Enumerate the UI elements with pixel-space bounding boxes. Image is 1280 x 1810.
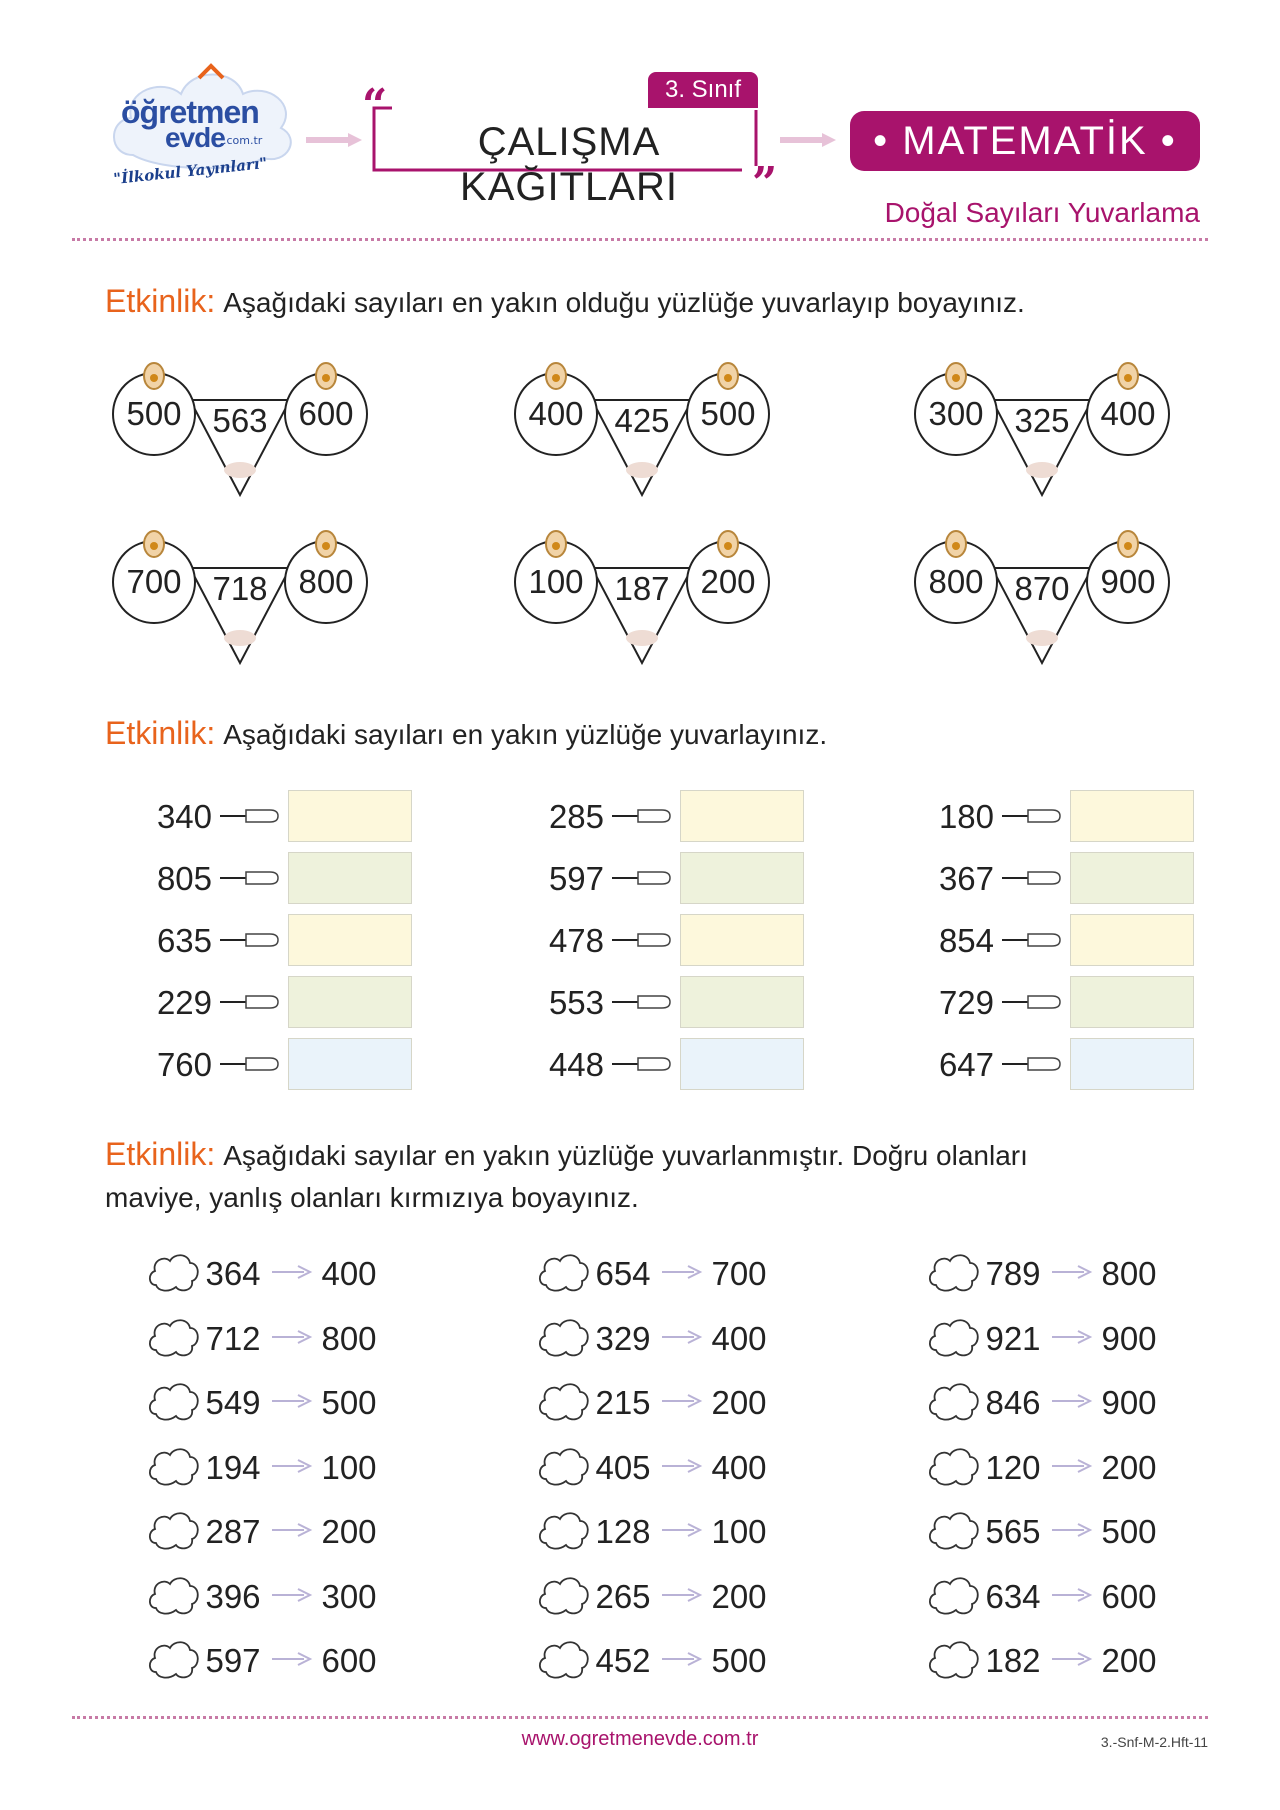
header-divider (72, 238, 1208, 241)
close-quote-icon: ” (752, 158, 778, 209)
round-row (532, 914, 872, 970)
rounding-set (912, 350, 1172, 500)
round-row (922, 790, 1262, 846)
check-row (536, 1374, 866, 1430)
pointing-hand-icon (612, 806, 678, 826)
grade-badge: 3. Sınıf (648, 72, 758, 108)
rounded-number: 300 (321, 1577, 377, 1615)
rounded-number: 500 (1101, 1513, 1157, 1550)
answer-box[interactable] (1070, 976, 1194, 1028)
left-hundred: 500 (126, 395, 182, 432)
instruction-text: Aşağıdaki sayıları en yakın yüzlüğe yuvarlayınız. (223, 719, 828, 750)
check-row (146, 1439, 476, 1495)
arrow-right-icon (660, 1392, 704, 1410)
round-row (140, 976, 480, 1032)
check-row (146, 1374, 476, 1430)
round-row (922, 976, 1262, 1032)
arrow-right-icon (270, 1392, 314, 1410)
round-row (532, 790, 872, 846)
number-value: 448 (548, 1046, 604, 1083)
right-hundred: 200 (700, 563, 756, 600)
check-row (146, 1503, 476, 1559)
check-row (536, 1439, 866, 1495)
number-value: 729 (938, 984, 994, 1021)
paint-smudge (1026, 462, 1058, 478)
rounded-number: 700 (711, 1255, 767, 1292)
cloud-bubble-icon[interactable] (146, 1574, 200, 1618)
instruction-text: Aşağıdaki sayıları en yakın olduğu yüzlüğe yuvarlayıp boyayınız. (223, 287, 1025, 318)
pointing-hand-icon (1002, 868, 1068, 888)
original-number: 452 (595, 1642, 651, 1679)
arrow-right-icon (1050, 1263, 1094, 1281)
activity-lead: Etkinlik: (105, 1136, 216, 1172)
arrow-right-icon (660, 1521, 704, 1539)
answer-box[interactable] (1070, 1038, 1194, 1090)
check-row (926, 1245, 1256, 1301)
original-number: 846 (985, 1384, 1041, 1421)
cloud-bubble-icon[interactable] (926, 1251, 980, 1295)
pointing-hand-icon (1002, 1054, 1068, 1074)
answer-box[interactable] (288, 790, 412, 842)
rounded-number: 200 (711, 1384, 767, 1421)
cloud-bubble-icon[interactable] (536, 1251, 590, 1295)
number-value: 635 (156, 922, 212, 959)
original-number: 329 (595, 1319, 651, 1357)
arrow-right-icon (270, 1521, 314, 1539)
answer-box[interactable] (680, 790, 804, 842)
brand-name-evde: evde (165, 122, 225, 153)
arrow-right-icon (270, 1650, 314, 1668)
right-hundred: 900 (1100, 563, 1156, 600)
pointing-hand-icon (612, 992, 678, 1012)
cloud-bubble-icon[interactable] (536, 1316, 590, 1360)
original-number: 215 (595, 1384, 651, 1421)
arrow-right-icon (660, 1457, 704, 1475)
cloud-bubble-icon[interactable] (926, 1574, 980, 1618)
check-row (146, 1632, 476, 1688)
brand-logo (103, 60, 303, 210)
rounded-number: 500 (711, 1642, 767, 1679)
round-row (140, 1038, 480, 1094)
pointing-hand-icon (612, 868, 678, 888)
subject-label: • MATEMATİK • (850, 111, 1200, 171)
number-value: 553 (548, 984, 604, 1021)
answer-box[interactable] (288, 1038, 412, 1090)
cloud-bubble-icon[interactable] (146, 1509, 200, 1553)
round-row (140, 790, 480, 846)
rounded-number: 400 (711, 1319, 767, 1357)
pointing-hand-icon (1002, 992, 1068, 1012)
number-value: 854 (938, 922, 994, 959)
paint-smudge (1026, 630, 1058, 646)
cloud-bubble-icon[interactable] (926, 1509, 980, 1553)
check-row (926, 1568, 1256, 1624)
original-number: 565 (985, 1513, 1041, 1550)
arrow-right-icon (660, 1650, 704, 1668)
brand-name: öğretmen (121, 94, 259, 130)
cloud-bubble-icon[interactable] (146, 1316, 200, 1360)
cloud-bubble-icon[interactable] (146, 1638, 200, 1682)
number-to-round: 325 (1014, 402, 1070, 439)
cloud-bubble-icon[interactable] (146, 1380, 200, 1424)
footer-website-link[interactable]: www.ogretmenevde.com.tr (521, 1728, 759, 1750)
check-row (926, 1439, 1256, 1495)
rounded-number: 200 (711, 1577, 767, 1615)
left-hundred: 100 (528, 563, 584, 600)
section3-instruction (105, 1133, 1028, 1219)
round-row (532, 976, 872, 1032)
number-value: 340 (156, 798, 212, 835)
rounding-set (110, 350, 370, 500)
number-to-round: 870 (1014, 570, 1070, 607)
rounding-set (512, 350, 772, 500)
rounded-number: 600 (321, 1642, 377, 1679)
section2-instruction (105, 712, 827, 756)
check-row (536, 1568, 866, 1624)
cloud-bubble-icon[interactable] (536, 1445, 590, 1489)
check-row (536, 1245, 866, 1301)
number-to-round: 563 (212, 402, 268, 439)
original-number: 789 (985, 1255, 1041, 1292)
round-row (922, 1038, 1262, 1094)
rounded-number: 200 (1101, 1642, 1157, 1679)
original-number: 120 (985, 1448, 1041, 1486)
round-row (922, 914, 1262, 970)
paint-smudge (626, 462, 658, 478)
original-number: 597 (205, 1642, 261, 1679)
answer-box[interactable] (288, 852, 412, 904)
worksheet-title-box (372, 100, 766, 209)
rounded-number: 100 (711, 1513, 767, 1550)
brand-tagline: "İlkokul Yayınları" (112, 153, 269, 189)
right-hundred: 800 (298, 563, 354, 600)
right-hundred: 600 (298, 395, 354, 432)
original-number: 654 (595, 1255, 651, 1292)
original-number: 265 (595, 1577, 651, 1615)
check-row (926, 1503, 1256, 1559)
original-number: 128 (595, 1513, 651, 1550)
instruction-text: Aşağıdaki sayılar en yakın yüzlüğe yuvarlanmıştır. Doğru olanları (223, 1140, 1028, 1171)
check-row (536, 1632, 866, 1688)
number-to-round: 425 (614, 402, 670, 439)
arrow-right-icon (1050, 1457, 1094, 1475)
rounding-set (512, 518, 772, 668)
round-row (532, 1038, 872, 1094)
pointing-hand-icon (1002, 930, 1068, 950)
rounding-set (110, 518, 370, 668)
rounded-number: 200 (321, 1513, 377, 1550)
rounded-number: 400 (711, 1448, 767, 1486)
original-number: 712 (205, 1319, 261, 1357)
arrow-right-icon (270, 1328, 314, 1346)
check-row (536, 1503, 866, 1559)
answer-box[interactable] (680, 914, 804, 966)
paint-smudge (224, 630, 256, 646)
arrow-right-icon (270, 1263, 314, 1281)
check-row (146, 1310, 476, 1366)
arrow-right-icon (1050, 1521, 1094, 1539)
number-value: 478 (548, 922, 604, 959)
cloud-bubble-icon[interactable] (536, 1380, 590, 1424)
rounded-number: 800 (321, 1319, 377, 1357)
round-row (922, 852, 1262, 908)
cloud-bubble-icon[interactable] (146, 1445, 200, 1489)
arrow-right-icon (1050, 1650, 1094, 1668)
paint-smudge (626, 630, 658, 646)
pointing-hand-icon (220, 868, 286, 888)
answer-box[interactable] (680, 976, 804, 1028)
left-hundred: 800 (928, 563, 984, 600)
rounded-number: 100 (321, 1448, 377, 1486)
paint-smudge (224, 462, 256, 478)
activity-lead: Etkinlik: (105, 283, 216, 319)
number-value: 597 (548, 860, 604, 897)
original-number: 364 (205, 1255, 261, 1292)
rounding-set (912, 518, 1172, 668)
arrow-right-icon (660, 1263, 704, 1281)
round-row (140, 914, 480, 970)
left-hundred: 400 (528, 395, 584, 432)
cloud-bubble-icon[interactable] (926, 1316, 980, 1360)
decorative-arrow-icon (306, 133, 362, 147)
number-value: 285 (548, 798, 604, 835)
original-number: 182 (985, 1642, 1041, 1679)
pointing-hand-icon (220, 992, 286, 1012)
cloud-bubble-icon[interactable] (536, 1638, 590, 1682)
arrow-right-icon (1050, 1586, 1094, 1604)
answer-box[interactable] (1070, 914, 1194, 966)
number-value: 180 (938, 798, 994, 835)
original-number: 634 (985, 1577, 1041, 1615)
answer-box[interactable] (1070, 852, 1194, 904)
number-value: 805 (156, 860, 212, 897)
pointing-hand-icon (612, 1054, 678, 1074)
number-value: 647 (938, 1046, 994, 1083)
right-hundred: 500 (700, 395, 756, 432)
check-row (146, 1245, 476, 1301)
arrow-right-icon (270, 1586, 314, 1604)
number-value: 367 (938, 860, 994, 897)
rounded-number: 900 (1101, 1384, 1157, 1421)
arrow-right-icon (660, 1586, 704, 1604)
brand-domain: .com.tr (223, 134, 263, 147)
cloud-bubble-icon[interactable] (536, 1509, 590, 1553)
pointing-hand-icon (612, 930, 678, 950)
pointing-hand-icon (1002, 806, 1068, 826)
arrow-right-icon (660, 1328, 704, 1346)
rounded-number: 500 (321, 1384, 377, 1421)
answer-box[interactable] (680, 1038, 804, 1090)
original-number: 549 (205, 1384, 261, 1421)
original-number: 194 (205, 1448, 261, 1486)
answer-box[interactable] (1070, 790, 1194, 842)
arrow-right-icon (270, 1457, 314, 1475)
rounded-number: 900 (1101, 1319, 1157, 1357)
decorative-arrow-icon (780, 133, 836, 147)
check-row (146, 1568, 476, 1624)
check-row (926, 1632, 1256, 1688)
original-number: 405 (595, 1448, 651, 1486)
check-row (926, 1310, 1256, 1366)
section1-instruction (105, 280, 1025, 324)
cloud-bubble-icon[interactable] (146, 1251, 200, 1295)
rounded-number: 400 (321, 1255, 377, 1292)
original-number: 287 (205, 1513, 261, 1550)
check-row (926, 1374, 1256, 1430)
footer-page-code: 3.-Snf-M-2.Hft-11 (1100, 1734, 1208, 1750)
round-row (532, 852, 872, 908)
answer-box[interactable] (288, 914, 412, 966)
instruction-text-line2: maviye, yanlış olanları kırmızıya boyayınız. (105, 1182, 639, 1213)
topic-subtitle: Doğal Sayıları Yuvarlama (884, 197, 1200, 228)
rounded-number: 200 (1101, 1448, 1157, 1486)
round-row (140, 852, 480, 908)
number-to-round: 187 (614, 570, 670, 607)
activity-lead: Etkinlik: (105, 715, 216, 751)
open-quote-icon: “ (362, 80, 388, 131)
cloud-bubble-icon[interactable] (926, 1380, 980, 1424)
left-hundred: 700 (126, 563, 182, 600)
rounded-number: 800 (1101, 1255, 1157, 1292)
check-row (536, 1310, 866, 1366)
cloud-bubble-icon[interactable] (926, 1638, 980, 1682)
pointing-hand-icon (220, 806, 286, 826)
left-hundred: 300 (928, 395, 984, 432)
number-value: 760 (156, 1046, 212, 1083)
pointing-hand-icon (220, 930, 286, 950)
worksheet-title: ÇALIŞMA KAĞITLARI (460, 120, 678, 209)
cloud-bubble-icon[interactable] (926, 1445, 980, 1489)
rounded-number: 600 (1101, 1577, 1157, 1615)
number-to-round: 718 (212, 570, 268, 607)
pointing-hand-icon (220, 1054, 286, 1074)
original-number: 396 (205, 1577, 261, 1615)
arrow-right-icon (1050, 1392, 1094, 1410)
arrow-right-icon (1050, 1328, 1094, 1346)
footer-divider (72, 1716, 1208, 1719)
answer-box[interactable] (680, 852, 804, 904)
answer-box[interactable] (288, 976, 412, 1028)
right-hundred: 400 (1100, 395, 1156, 432)
cloud-bubble-icon[interactable] (536, 1574, 590, 1618)
original-number: 921 (985, 1319, 1041, 1357)
number-value: 229 (156, 984, 212, 1021)
